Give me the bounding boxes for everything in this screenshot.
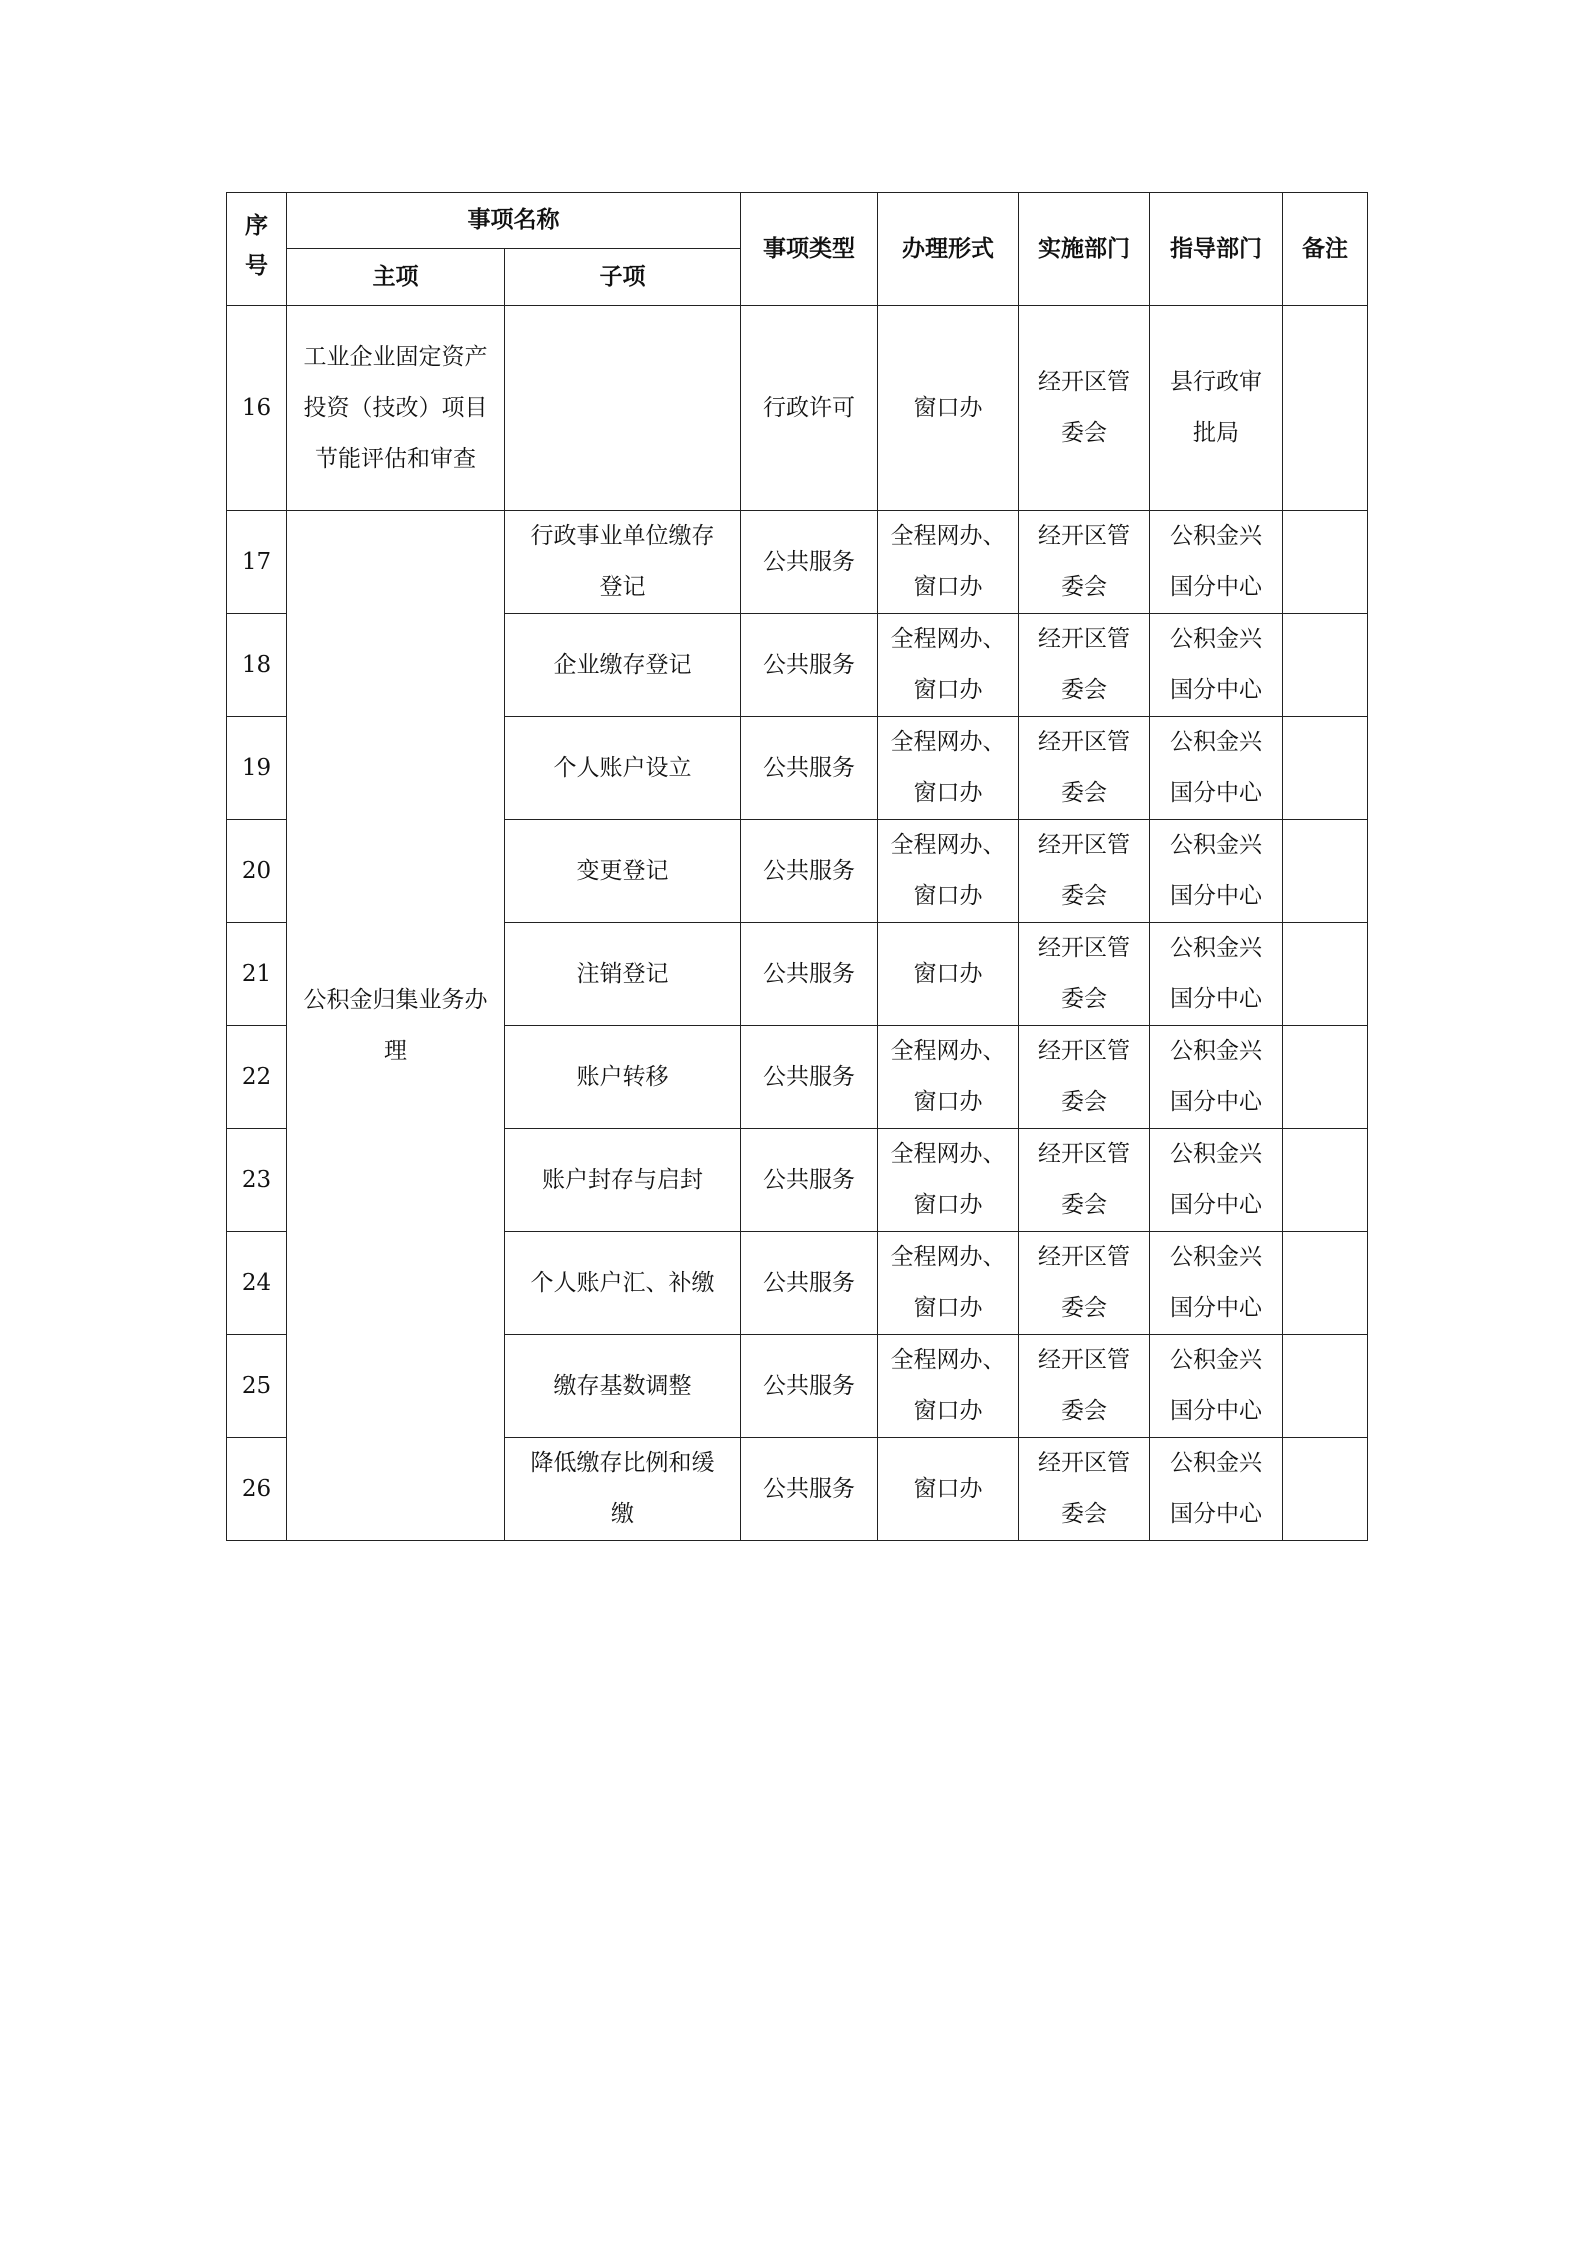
impl-dept-cell-text: 经开区管委会: [1038, 729, 1130, 806]
impl-dept-cell: [1019, 1438, 1150, 1541]
impl-dept-cell-text: 经开区管委会: [1038, 1347, 1130, 1424]
type-cell-text: 公共服务: [763, 548, 855, 575]
seq-cell-text: 22: [241, 1063, 272, 1090]
form-cell-text: 全程网办、窗口办: [890, 1347, 1006, 1424]
guide-dept-cell: [1150, 820, 1283, 923]
guide-dept-cell-text: 公积金兴国分中心: [1170, 832, 1262, 909]
remark-cell: [1283, 1335, 1368, 1438]
main-item-cell: [287, 511, 505, 1541]
form-cell: [878, 511, 1019, 614]
remark-cell: [1283, 1438, 1368, 1541]
remark-cell: [1283, 1129, 1368, 1232]
guide-dept-cell: [1150, 511, 1283, 614]
impl-dept-cell-text: 经开区管委会: [1038, 1450, 1130, 1527]
sub-item-cell-text: 缴存基数调整: [553, 1372, 692, 1399]
type-cell-text: 公共服务: [763, 1269, 855, 1296]
header-guide-dept: 指导部门: [1150, 193, 1283, 306]
type-cell-text: 公共服务: [763, 651, 855, 678]
impl-dept-cell: [1019, 1335, 1150, 1438]
seq-cell-text: 19: [241, 754, 272, 781]
sub-item-cell-text: 企业缴存登记: [553, 651, 692, 678]
guide-dept-cell: [1150, 717, 1283, 820]
main-item-cell-text: 工业企业固定资产投资（技改）项目节能评估和审查: [303, 343, 488, 472]
form-cell: [878, 1438, 1019, 1541]
form-cell: [878, 717, 1019, 820]
form-cell-text: 全程网办、窗口办: [890, 1038, 1006, 1115]
seq-cell-text: 17: [241, 548, 272, 575]
seq-cell: [227, 1129, 287, 1232]
guide-dept-cell: [1150, 923, 1283, 1026]
seq-cell-text: 24: [241, 1269, 272, 1296]
impl-dept-cell: [1019, 1129, 1150, 1232]
impl-dept-cell: [1019, 1026, 1150, 1129]
form-cell: [878, 306, 1019, 511]
type-cell-text: 行政许可: [763, 394, 855, 421]
form-cell: [878, 923, 1019, 1026]
seq-cell-text: 16: [241, 394, 272, 421]
seq-cell-text: 23: [241, 1166, 272, 1193]
main-item-cell-text: 公积金归集业务办理: [303, 986, 488, 1064]
guide-dept-cell-text: 县行政审批局: [1170, 369, 1262, 446]
form-cell-text: 全程网办、窗口办: [890, 832, 1006, 909]
impl-dept-cell: [1019, 1232, 1150, 1335]
type-cell: [741, 1129, 878, 1232]
form-cell-text: 全程网办、窗口办: [890, 1141, 1006, 1218]
remark-cell: [1283, 614, 1368, 717]
header-sub-item: 子项: [505, 249, 741, 306]
sub-item-cell: [505, 717, 741, 820]
sub-item-cell-text: 降低缴存比例和缓缴: [530, 1450, 715, 1527]
type-cell-text: 公共服务: [763, 857, 855, 884]
seq-cell: [227, 306, 287, 511]
seq-cell: [227, 511, 287, 614]
type-cell: [741, 1438, 878, 1541]
impl-dept-cell: [1019, 717, 1150, 820]
form-cell-text: 窗口办: [913, 1475, 983, 1502]
seq-cell: [227, 1232, 287, 1335]
sub-item-cell-text: 账户转移: [576, 1063, 669, 1090]
sub-item-cell: [505, 1129, 741, 1232]
type-cell: [741, 923, 878, 1026]
header-type: 事项类型: [741, 193, 878, 306]
remark-cell: [1283, 923, 1368, 1026]
sub-item-cell-text: 行政事业单位缴存登记: [530, 523, 715, 600]
type-cell-text: 公共服务: [763, 1063, 855, 1090]
impl-dept-cell-text: 经开区管委会: [1038, 369, 1130, 446]
seq-cell-text: 18: [241, 651, 272, 678]
form-cell-text: 窗口办: [913, 394, 983, 421]
seq-cell-text: 25: [241, 1372, 272, 1399]
form-cell: [878, 1129, 1019, 1232]
sub-item-cell-text: 注销登记: [576, 960, 669, 987]
type-cell: [741, 511, 878, 614]
guide-dept-cell-text: 公积金兴国分中心: [1170, 523, 1262, 600]
header-seq: 序号: [227, 193, 287, 306]
seq-cell-text: 21: [241, 960, 272, 987]
impl-dept-cell: [1019, 923, 1150, 1026]
type-cell-text: 公共服务: [763, 1372, 855, 1399]
impl-dept-cell-text: 经开区管委会: [1038, 832, 1130, 909]
header-main-item: 主项: [287, 249, 505, 306]
impl-dept-cell-text: 经开区管委会: [1038, 523, 1130, 600]
header-item-name: 事项名称: [287, 193, 741, 249]
seq-cell-text: 20: [241, 857, 272, 884]
form-cell-text: 全程网办、窗口办: [890, 626, 1006, 703]
sub-item-cell: [505, 614, 741, 717]
guide-dept-cell-text: 公积金兴国分中心: [1170, 935, 1262, 1012]
sub-item-cell: [505, 1232, 741, 1335]
remark-cell: [1283, 1232, 1368, 1335]
guide-dept-cell-text: 公积金兴国分中心: [1170, 1450, 1262, 1527]
guide-dept-cell-text: 公积金兴国分中心: [1170, 729, 1262, 806]
seq-cell: [227, 1026, 287, 1129]
form-cell: [878, 820, 1019, 923]
remark-cell: [1283, 306, 1368, 511]
guide-dept-cell: [1150, 1438, 1283, 1541]
guide-dept-cell: [1150, 1232, 1283, 1335]
remark-cell: [1283, 511, 1368, 614]
guide-dept-cell: [1150, 614, 1283, 717]
seq-cell: [227, 1438, 287, 1541]
type-cell: [741, 820, 878, 923]
remark-cell: [1283, 820, 1368, 923]
impl-dept-cell-text: 经开区管委会: [1038, 1038, 1130, 1115]
type-cell: [741, 1232, 878, 1335]
header-impl-dept: 实施部门: [1019, 193, 1150, 306]
type-cell: [741, 1335, 878, 1438]
header-remark: 备注: [1283, 193, 1368, 306]
impl-dept-cell: [1019, 614, 1150, 717]
sub-item-cell: [505, 1026, 741, 1129]
sub-item-cell-text: 变更登记: [576, 857, 669, 884]
type-cell-text: 公共服务: [763, 960, 855, 987]
type-cell-text: 公共服务: [763, 1166, 855, 1193]
sub-item-cell-text: 账户封存与启封: [542, 1166, 703, 1193]
seq-cell: [227, 614, 287, 717]
remark-cell: [1283, 717, 1368, 820]
table-row: [227, 306, 1368, 511]
seq-cell: [227, 1335, 287, 1438]
main-item-cell: [287, 306, 505, 511]
sub-item-cell: [505, 306, 741, 511]
sub-item-cell: [505, 1438, 741, 1541]
sub-item-cell: [505, 511, 741, 614]
impl-dept-cell-text: 经开区管委会: [1038, 1244, 1130, 1321]
form-cell-text: 全程网办、窗口办: [890, 523, 1006, 600]
seq-cell: [227, 820, 287, 923]
guide-dept-cell: [1150, 306, 1283, 511]
impl-dept-cell: [1019, 820, 1150, 923]
remark-cell: [1283, 1026, 1368, 1129]
items-table: [226, 192, 1368, 1541]
type-cell: [741, 717, 878, 820]
form-cell: [878, 1232, 1019, 1335]
type-cell: [741, 306, 878, 511]
form-cell: [878, 1026, 1019, 1129]
type-cell-text: 公共服务: [763, 1475, 855, 1502]
impl-dept-cell-text: 经开区管委会: [1038, 1141, 1130, 1218]
seq-cell-text: 26: [241, 1475, 272, 1502]
form-cell-text: 全程网办、窗口办: [890, 1244, 1006, 1321]
form-cell-text: 全程网办、窗口办: [890, 729, 1006, 806]
form-cell: [878, 614, 1019, 717]
guide-dept-cell-text: 公积金兴国分中心: [1170, 626, 1262, 703]
guide-dept-cell: [1150, 1129, 1283, 1232]
guide-dept-cell: [1150, 1335, 1283, 1438]
form-cell-text: 窗口办: [913, 960, 983, 987]
seq-cell: [227, 923, 287, 1026]
guide-dept-cell-text: 公积金兴国分中心: [1170, 1347, 1262, 1424]
guide-dept-cell: [1150, 1026, 1283, 1129]
sub-item-cell: [505, 1335, 741, 1438]
guide-dept-cell-text: 公积金兴国分中心: [1170, 1141, 1262, 1218]
sub-item-cell-text: 个人账户汇、补缴: [530, 1269, 715, 1296]
guide-dept-cell-text: 公积金兴国分中心: [1170, 1244, 1262, 1321]
sub-item-cell: [505, 923, 741, 1026]
seq-cell: [227, 717, 287, 820]
impl-dept-cell: [1019, 306, 1150, 511]
type-cell: [741, 614, 878, 717]
sub-item-cell-text: 个人账户设立: [553, 754, 692, 781]
impl-dept-cell: [1019, 511, 1150, 614]
impl-dept-cell-text: 经开区管委会: [1038, 935, 1130, 1012]
form-cell: [878, 1335, 1019, 1438]
type-cell: [741, 1026, 878, 1129]
header-form: 办理形式: [878, 193, 1019, 306]
type-cell-text: 公共服务: [763, 754, 855, 781]
sub-item-cell: [505, 820, 741, 923]
impl-dept-cell-text: 经开区管委会: [1038, 626, 1130, 703]
guide-dept-cell-text: 公积金兴国分中心: [1170, 1038, 1262, 1115]
table-row: [227, 511, 1368, 614]
